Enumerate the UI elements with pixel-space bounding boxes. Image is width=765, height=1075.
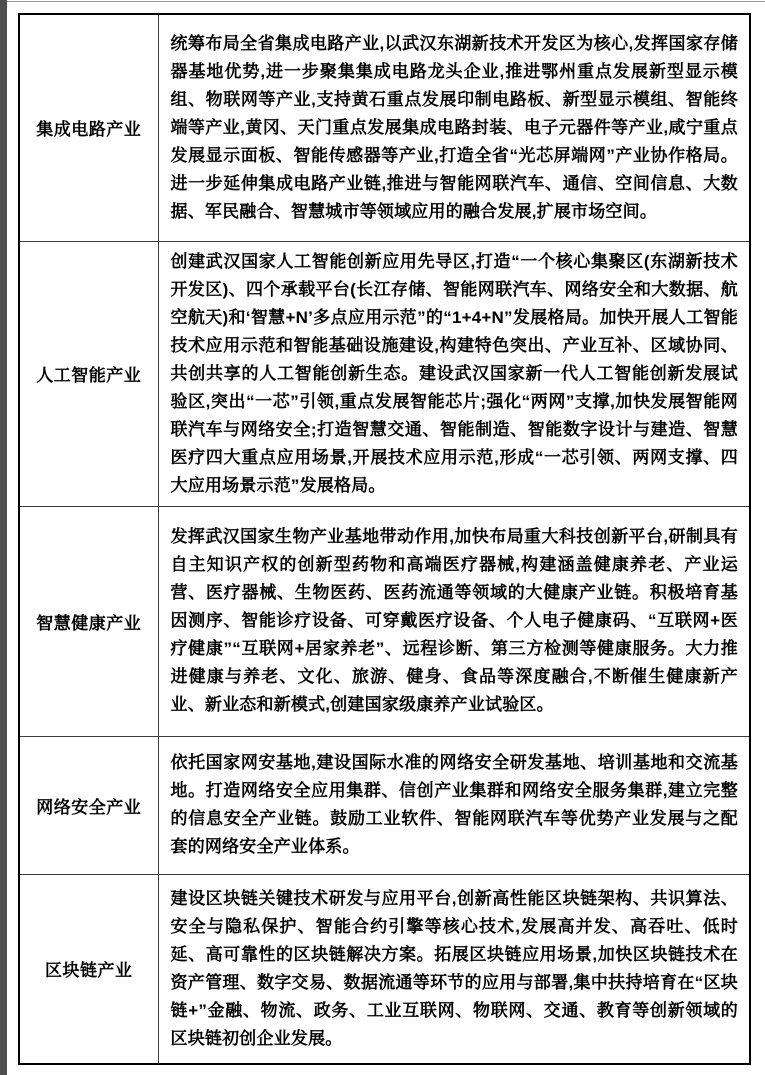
industry-description-cell (158, 14, 750, 241)
industry-description-cell (158, 506, 750, 736)
industry-name-cell (19, 874, 158, 1064)
industry-name-cell (19, 241, 158, 506)
industry-planning-table (18, 13, 751, 1065)
industry-name-cell (19, 506, 158, 736)
top-page-rule (7, 1, 765, 2)
table-row (19, 506, 750, 736)
industry-description-cell (158, 241, 750, 506)
industry-description: 统筹布局全省集成电路产业,以武汉东湖新技术开发区为核心,发挥国家存储器基地优势,进一步聚集集成电路龙头企业,推进鄂州重点发展新型显示模组、物联网等产业,支持黄石重点发展印制电路板、新型显示模组、智能终端等产业,黄冈、天门重点发展集成电路封装、电子元器件等产业,咸宁重点发展显示面板、智能传感器等产业,打造全省“光芯屏端网”产业协作格局。进一步延伸集成电路产业链,推进与智能网联汽车、通信、空间信息、大数据、军民融合、智慧城市等领域应用的融合发展,扩展市场空间。 (170, 33, 738, 221)
page-edge-shadow (0, 0, 7, 1075)
industry-name: 智慧健康产业 (36, 613, 142, 633)
table-row (19, 241, 750, 506)
industry-name-cell (19, 736, 158, 874)
industry-description-cell (158, 736, 750, 874)
industry-description: 发挥武汉国家生物产业基地带动作用,加快布局重大科技创新平台,研制具有自主知识产权的创新型药物和高端医疗器械,构建涵盖健康养老、产业运营、医疗器械、生物医药、医药流通等领域的大健康产业链。积极培育基因测序、智能诊疗设备、可穿戴医疗设备、个人电子健康码、“互联网+医疗健康”“互联网+居家养老”、远程诊断、第三方检测等健康服务。大力推进健康与养老、文化、旅游、健身、食品等深度融合,不断催生健康新产业、新业态和新模式,创建国家级康养产业试验区。 (170, 527, 738, 714)
industry-description-cell (158, 874, 750, 1064)
industry-description: 创建武汉国家人工智能创新应用先导区,打造“一个核心集聚区(东湖新技术开发区)、四个承载平台(长江存储、智能网联汽车、网络安全和大数据、航空航天)和‘智慧+N’多点应用示范”的“1+4+N”发展格局。加快开展人工智能技术应用示范和智能基础设施建设,构建特色突出、产业互补、区域协同、共创共享的人工智能创新生态。建设武汉国家新一代人工智能创新发展试验区,突出“一芯”引领,重点发展智能芯片;强化“两网”支撑,加快发展智能网联汽车与网络安全;打造智慧交通、智能制造、智能数字设计与建造、智慧医疗四大重点应用场景,开展技术应用示范,形成“一芯引领、两网支撑、四大应用场景示范”发展格局。 (170, 251, 738, 495)
industry-name: 人工智能产业 (36, 366, 142, 385)
table-row (19, 736, 750, 874)
industry-description: 建设区块链关键技术研发与应用平台,创新高性能区块链架构、共识算法、安全与隐私保护、智能合约引擎等核心技术,发展高并发、高吞吐、低时延、高可靠性的区块链解决方案。拓展区块链应用场景,加快区块链技术在资产管理、数字交易、数据流通等环节的应用与部署,集中扶持培育在“区块链+”金融、物流、政务、工业互联网、物联网、交通、教育等创新领域的区块链初创企业发展。 (170, 888, 738, 1048)
table-row (19, 874, 750, 1064)
industry-name: 区块链产业 (45, 961, 133, 981)
industry-name-cell (19, 14, 158, 241)
industry-name: 集成电路产业 (36, 120, 142, 140)
table-row (19, 14, 750, 241)
industry-description: 依托国家网安基地,建设国际水准的网络安全研发基地、培训基地和交流基地。打造网络安全应用集群、信创产业集群和网络安全服务集群,建立完整的信息安全产业链。鼓励工业软件、智能网联汽车等优势产业发展与之配套的网络安全产业体系。 (170, 753, 738, 856)
industry-name: 网络安全产业 (36, 797, 142, 817)
